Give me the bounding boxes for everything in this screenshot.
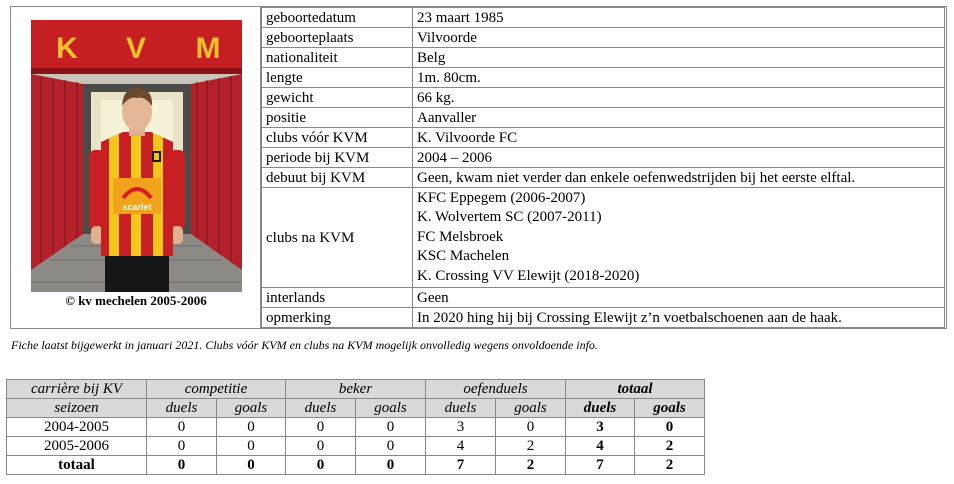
- stat-cell: 0: [496, 418, 566, 437]
- sub-header: goals: [356, 399, 426, 418]
- career-table: [6, 379, 705, 475]
- total-cell: 0: [217, 456, 286, 475]
- info-label: gewicht: [262, 88, 413, 108]
- total-cell: 0: [356, 456, 426, 475]
- info-row: [262, 108, 945, 128]
- stat-cell: 0: [356, 437, 426, 456]
- total-cell: 2: [496, 456, 566, 475]
- info-label: opmerking: [262, 308, 413, 328]
- career-row: [7, 437, 705, 456]
- info-label: geboorteplaats: [262, 28, 413, 48]
- info-value: 23 maart 1985: [413, 8, 945, 28]
- career-title: carrière bij KV: [7, 380, 147, 399]
- total-cell: 0: [147, 456, 217, 475]
- season-cell: 2005-2006: [7, 437, 147, 456]
- info-value: 2004 – 2006: [413, 148, 945, 168]
- photo-credit: © kv mechelen 2005-2006: [65, 293, 207, 308]
- info-value: 1m. 80cm.: [413, 68, 945, 88]
- info-value: Vilvoorde: [413, 28, 945, 48]
- stat-cell: 0: [147, 437, 217, 456]
- total-cell: 2: [635, 456, 705, 475]
- info-label: clubs vóór KVM: [262, 128, 413, 148]
- info-value: Aanvaller: [413, 108, 945, 128]
- stat-cell: 4: [566, 437, 635, 456]
- stat-cell: 3: [566, 418, 635, 437]
- stat-cell: 0: [356, 418, 426, 437]
- info-value: K. Vilvoorde FC: [413, 128, 945, 148]
- info-label: interlands: [262, 288, 413, 308]
- group-header-total: totaal: [566, 380, 705, 399]
- info-value: In 2020 hing hij bij Crossing Elewijt z’n voetbalschoenen aan de haak.: [413, 308, 945, 328]
- banner-letter-m: M: [195, 32, 221, 65]
- info-label: positie: [262, 108, 413, 128]
- info-label: clubs na KVM: [262, 188, 413, 288]
- total-label: totaal: [7, 456, 147, 475]
- info-label: periode bij KVM: [262, 148, 413, 168]
- sub-header: duels: [286, 399, 356, 418]
- info-label: geboortedatum: [262, 8, 413, 28]
- info-row: [262, 8, 945, 28]
- info-value: Geen: [413, 288, 945, 308]
- banner-letter-k: K: [56, 32, 78, 65]
- info-label: debuut bij KVM: [262, 168, 413, 188]
- clubs-after-list: [413, 188, 945, 288]
- total-cell: 0: [286, 456, 356, 475]
- sub-header: goals: [635, 399, 705, 418]
- info-row: [262, 68, 945, 88]
- info-value: 66 kg.: [413, 88, 945, 108]
- player-profile: [10, 6, 947, 329]
- career-row: [7, 418, 705, 437]
- stat-cell: 0: [217, 437, 286, 456]
- group-header: beker: [286, 380, 426, 399]
- info-row: [262, 148, 945, 168]
- total-cell: 7: [566, 456, 635, 475]
- stat-cell: 2: [635, 437, 705, 456]
- club-item: FC Melsbroek: [417, 228, 504, 245]
- info-row: [262, 88, 945, 108]
- info-value: Geen, kwam niet verder dan enkele oefenwedstrijden bij het eerste elftal.: [413, 168, 945, 188]
- career-subheader-row: [7, 399, 705, 418]
- info-row: [262, 28, 945, 48]
- stat-cell: 0: [286, 418, 356, 437]
- info-label: nationaliteit: [262, 48, 413, 68]
- career-total-row: [7, 456, 705, 475]
- group-header: oefenduels: [426, 380, 566, 399]
- sub-header: duels: [426, 399, 496, 418]
- shirt-sponsor: scarlet: [122, 202, 152, 212]
- info-row: [262, 48, 945, 68]
- club-item: KSC Machelen: [417, 248, 510, 265]
- info-value: Belg: [413, 48, 945, 68]
- stat-cell: 4: [426, 437, 496, 456]
- career-header-row: [7, 380, 705, 399]
- total-cell: 7: [426, 456, 496, 475]
- info-row: [262, 288, 945, 308]
- sub-header: duels: [566, 399, 635, 418]
- club-item: KFC Eppegem (2006-2007): [417, 189, 586, 206]
- player-photo: [31, 20, 242, 292]
- info-row: [262, 308, 945, 328]
- season-label: seizoen: [7, 399, 147, 418]
- stat-cell: 0: [635, 418, 705, 437]
- stat-cell: 0: [286, 437, 356, 456]
- info-label: lengte: [262, 68, 413, 88]
- info-row-clubs-after: [262, 188, 945, 288]
- sub-header: duels: [147, 399, 217, 418]
- club-item: K. Wolvertem SC (2007-2011): [417, 209, 602, 226]
- club-item: K. Crossing VV Elewijt (2018-2020): [417, 267, 640, 284]
- stat-cell: 0: [147, 418, 217, 437]
- banner-letter-v: V: [125, 32, 147, 65]
- info-row: [262, 128, 945, 148]
- stat-cell: 3: [426, 418, 496, 437]
- season-cell: 2004-2005: [7, 418, 147, 437]
- info-table: [261, 7, 945, 328]
- stat-cell: 2: [496, 437, 566, 456]
- stat-cell: 0: [217, 418, 286, 437]
- update-note: Fiche laatst bijgewerkt in januari 2021. Clubs vóór KVM en clubs na KVM mogelijk onvolledig wegens onvoldoende info.: [11, 338, 598, 352]
- sub-header: goals: [496, 399, 566, 418]
- sub-header: goals: [217, 399, 286, 418]
- info-row: [262, 168, 945, 188]
- group-header: competitie: [147, 380, 286, 399]
- photo-cell: [11, 7, 261, 328]
